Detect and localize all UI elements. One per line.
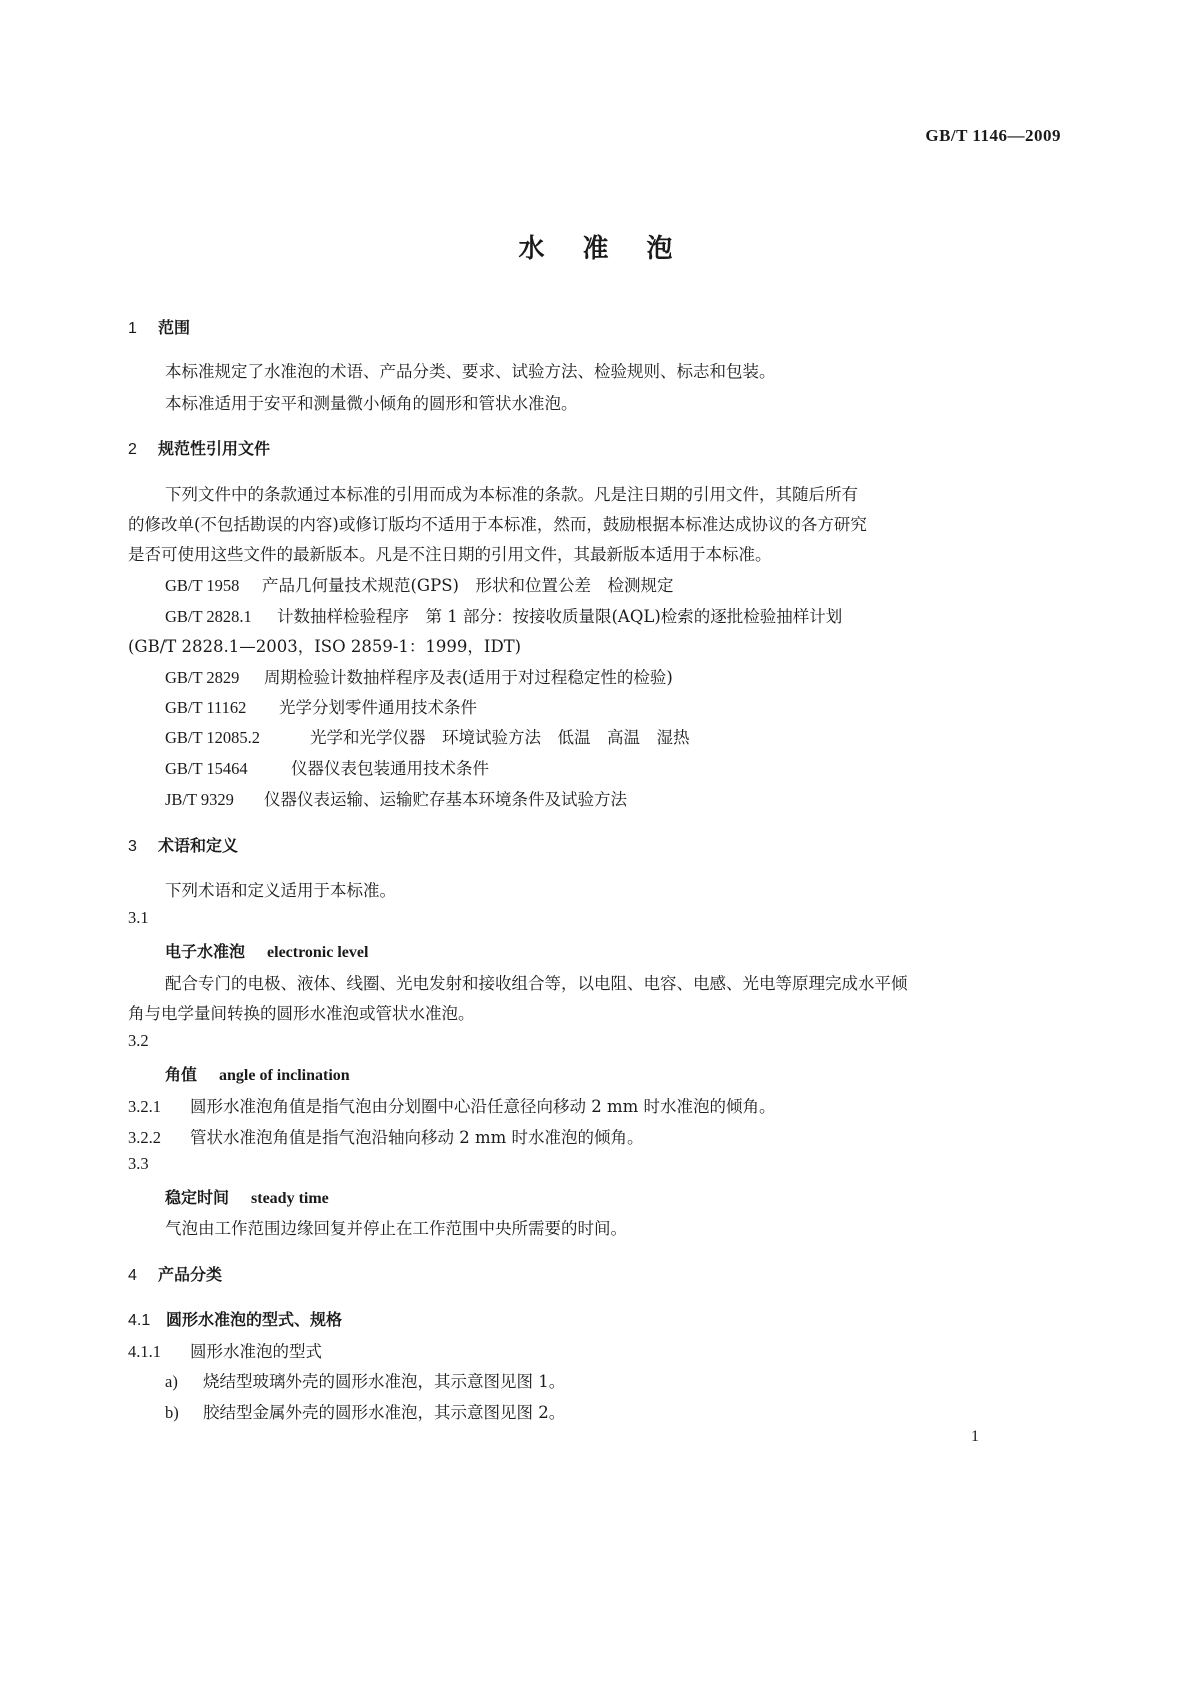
subclause [128,1338,322,1362]
subsection-number: 4.1 [128,1312,151,1329]
section-4-heading [128,1262,222,1285]
subclause-number: 3.2.2 [128,1128,161,1147]
list-item-label: b) [165,1403,179,1422]
paragraph: 本标准规定了水准泡的术语、产品分类、要求、试验方法、检验规则、标志和包装。 [165,362,776,381]
section-title: 规范性引用文件 [158,439,271,458]
term-chinese: 稳定时间 [165,1188,230,1207]
reference-code: GB/T 2829 [165,668,240,687]
definition-line: 气泡由工作范围边缘回复并停止在工作范围中央所需要的时间。 [165,1219,627,1238]
reference-title: 仪器仪表包装通用技术条件 [291,759,489,778]
list-item [165,1399,565,1423]
reference-title: 计数抽样检验程序 第 1 部分：按接收质量限(AQL)检索的逐批检验抽样计划 [277,607,843,626]
section-number: 2 [128,441,137,458]
reference-item [165,603,842,627]
list-item-text: 胶结型金属外壳的圆形水准泡，其示意图见图 2。 [203,1403,566,1422]
reference-continuation: (GB/T 2828.1—2003，ISO 2859-1：1999，IDT) [128,637,522,656]
reference-code: GB/T 15464 [165,759,248,778]
page-number: 1 [971,1428,979,1445]
reference-item [165,755,489,779]
subclause-text: 圆形水准泡角值是指气泡由分划圈中心沿任意径向移动 2 mm 时水准泡的倾角。 [190,1097,776,1116]
term-english: electronic level [267,944,369,961]
reference-code: GB/T 1958 [165,576,240,595]
reference-title: 仪器仪表运输、运输贮存基本环境条件及试验方法 [264,790,627,809]
paragraph-line: 是否可使用这些文件的最新版本。凡是不注日期的引用文件，其最新版本适用于本标准。 [128,545,772,564]
term-number: 3.2 [128,1031,149,1050]
term-english: steady time [251,1190,329,1207]
standard-code: GB/T 1146—2009 [925,126,1061,145]
section-3-heading [128,833,238,856]
term-chinese: 角值 [165,1065,198,1084]
paragraph: 下列术语和定义适用于本标准。 [165,881,396,900]
paragraph: 本标准适用于安平和测量微小倾角的圆形和管状水准泡。 [165,394,578,413]
list-item [165,1368,565,1392]
term-heading [165,1062,350,1085]
section-title: 产品分类 [158,1265,223,1284]
definition-line: 配合专门的电极、液体、线圈、光电发射和接收组合等，以电阻、电容、电感、光电等原理完成水平倾 [165,974,908,993]
reference-title: 光学和光学仪器 环境试验方法 低温 高温 湿热 [310,728,690,747]
term-chinese: 电子水准泡 [165,942,246,961]
subclause [128,1093,776,1117]
section-2-heading [128,436,270,459]
definition-line: 角与电学量间转换的圆形水准泡或管状水准泡。 [128,1004,475,1023]
term-heading [165,939,368,962]
list-item-label: a) [165,1372,178,1391]
paragraph-line: 下列文件中的条款通过本标准的引用而成为本标准的条款。凡是注日期的引用文件，其随后所有 [165,485,858,504]
subclause [128,1124,644,1148]
reference-title: 光学分划零件通用技术条件 [279,698,477,717]
list-item-text: 烧结型玻璃外壳的圆形水准泡，其示意图见图 1。 [203,1372,566,1391]
reference-code: GB/T 12085.2 [165,728,261,747]
subclause-text: 圆形水准泡的型式 [190,1342,322,1361]
reference-item [165,694,477,718]
section-title: 范围 [158,318,191,337]
reference-item [165,664,673,688]
term-english: angle of inclination [219,1067,350,1084]
reference-title: 周期检验计数抽样程序及表(适用于对过程稳定性的检验) [264,668,673,687]
subclause-text: 管状水准泡角值是指气泡沿轴向移动 2 mm 时水准泡的倾角。 [190,1128,644,1147]
reference-code: GB/T 2828.1 [165,607,252,626]
reference-item [165,572,673,596]
section-1-heading [128,315,190,338]
reference-title: 产品几何量技术规范(GPS) 形状和位置公差 检测规定 [262,576,674,595]
subclause-number: 3.2.1 [128,1097,161,1116]
reference-item [165,786,627,810]
section-number: 4 [128,1267,137,1284]
section-number: 1 [128,320,137,337]
section-title: 术语和定义 [158,836,239,855]
subsection-title: 圆形水准泡的型式、规格 [166,1310,343,1329]
subsection-heading [128,1307,342,1330]
section-number: 3 [128,838,137,855]
page-title: 水准泡 [518,234,711,264]
reference-code: JB/T 9329 [165,790,234,809]
reference-code: GB/T 11162 [165,698,247,717]
term-number: 3.3 [128,1154,149,1173]
reference-item [165,724,690,748]
paragraph-line: 的修改单(不包括勘误的内容)或修订版均不适用于本标准，然而，鼓励根据本标准达成协议的各方研究 [128,515,867,534]
term-heading [165,1185,329,1208]
subclause-number: 4.1.1 [128,1342,161,1361]
term-number: 3.1 [128,908,149,927]
